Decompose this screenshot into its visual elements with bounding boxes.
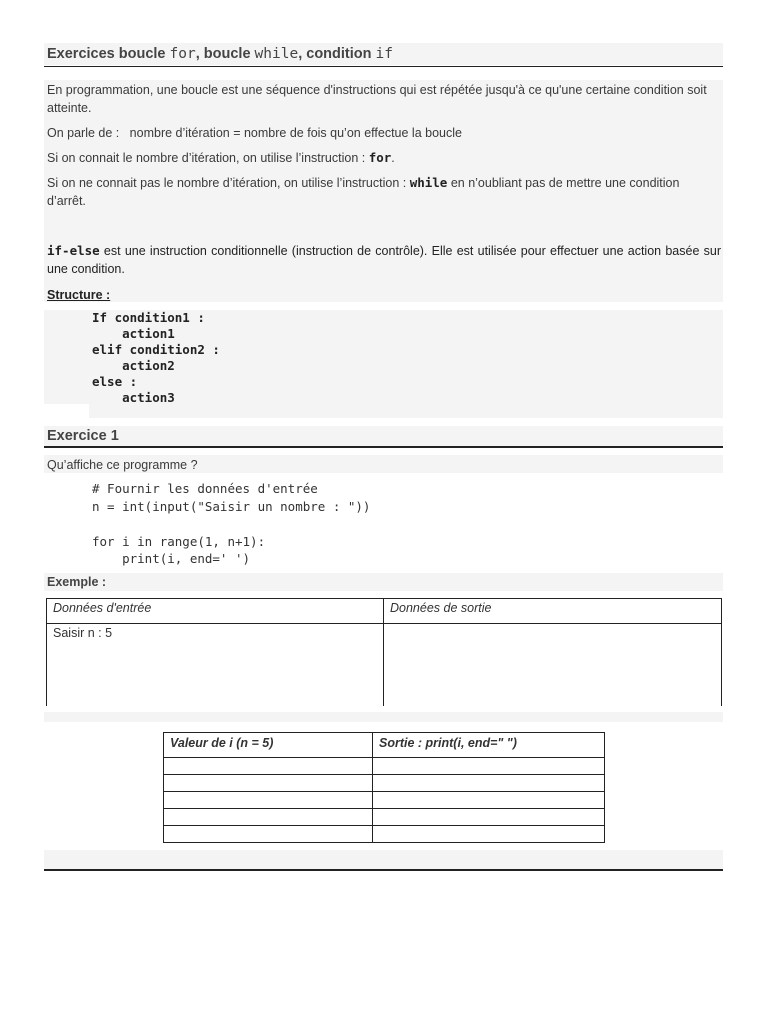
page-title (47, 46, 393, 62)
for-sentence: Si on connait le nombre d’itération, on utilise l’instruction : (47, 151, 369, 165)
if-else-keyword: if-else (47, 243, 100, 258)
io-input-cell: Saisir n : 5 (47, 624, 384, 706)
intro-paragraph-4 (47, 174, 721, 210)
trace-cell[interactable] (373, 758, 605, 775)
exercise1-rule (44, 446, 723, 448)
for-sentence-end: . (391, 151, 395, 165)
trace-cell[interactable] (373, 809, 605, 826)
trace-cell[interactable] (373, 775, 605, 792)
while-keyword: while (409, 175, 448, 190)
spacer-band (44, 712, 723, 722)
intro-paragraph-3 (47, 149, 721, 167)
bottom-rule (44, 869, 723, 871)
trace-cell[interactable] (164, 775, 373, 792)
structure-code: If condition1 : action1 elif condition2 : action2 else : action3 (92, 310, 220, 405)
io-output-cell[interactable] (384, 624, 722, 706)
structure-label: Structure : (47, 288, 111, 302)
trace-table (163, 732, 605, 843)
trace-header-output: Sortie : print(i, end=" ") (373, 733, 605, 758)
trace-cell[interactable] (164, 809, 373, 826)
trace-cell[interactable] (373, 826, 605, 843)
title-text-2: , boucle (195, 46, 255, 62)
trace-cell[interactable] (164, 758, 373, 775)
exercise1-title: Exercice 1 (47, 428, 119, 444)
trace-cell[interactable] (373, 792, 605, 809)
io-header-input: Données d'entrée (47, 599, 384, 624)
while-sentence: Si on ne connait pas le nombre d’itération, on utilise l’instruction : (47, 176, 410, 190)
intro-paragraph-1: En programmation, une boucle est une séquence d'instructions qui est répétée jusqu'à ce qu'une certaine condition soit atteinte. (47, 83, 707, 115)
exercise1-question: Qu’affiche ce programme ? (47, 458, 198, 472)
io-header-output: Données de sortie (384, 599, 722, 624)
title-code-for: for (169, 46, 196, 62)
title-code-while: while (254, 46, 299, 62)
intro-paragraph-2: On parle de : nombre d’itération = nombre de fois qu’on effectue la boucle (47, 126, 462, 140)
exercise1-title-band (44, 426, 723, 446)
trace-header-i: Valeur de i (n = 5) (164, 733, 373, 758)
while-sentence-end: en n’oubliant pas de mettre une condition d’arrêt. (47, 176, 680, 208)
trace-cell[interactable] (164, 826, 373, 843)
example-label: Exemple : (47, 575, 107, 589)
title-text-1: Exercices boucle (47, 46, 170, 62)
title-code-if: if (375, 46, 393, 62)
if-else-description: est une instruction conditionnelle (instruction de contrôle). Elle est utilisée pour effectuer une action basée sur une condition. (47, 244, 721, 276)
io-table (46, 598, 722, 706)
bottom-band (44, 850, 723, 870)
title-rule (44, 66, 723, 67)
for-keyword: for (368, 150, 392, 165)
title-text-3: , condition (298, 46, 376, 62)
trace-cell[interactable] (164, 792, 373, 809)
intro-paragraph-5 (47, 242, 721, 278)
exercise1-code: # Fournir les données d'entrée n = int(input("Saisir un nombre : ")) for i in range(1, n+1): print(i, end=' ') (92, 481, 371, 566)
